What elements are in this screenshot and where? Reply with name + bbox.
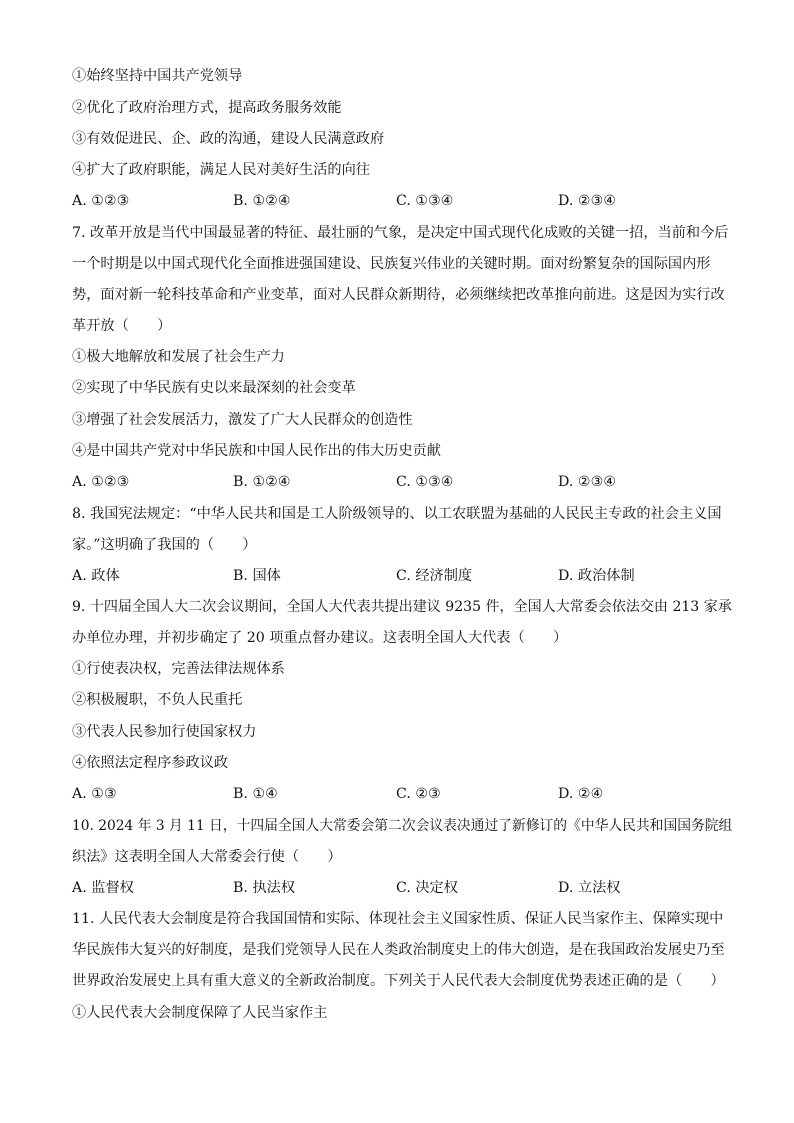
q9-statement-1: ①行使表决权，完善法律法规体系 [72,661,285,677]
q11-stem-line-1: 11. 人民代表大会制度是符合我国国情和实际、体现社会主义国家性质、保证人民当家作主、保障实现中 [72,911,724,927]
q9-statement-4: ④依照法定程序参政议政 [72,755,229,771]
q10-stem-line-2: 织法》这表明全国人大常委会行使（ ） [72,849,342,865]
q8-option-d: D. 政治体制 [558,568,635,584]
q6-option-d: D. ②③④ [558,193,617,209]
q6-statement-2: ②优化了政府治理方式，提高政务服务效能 [72,100,342,116]
q8-option-a: A. 政体 [72,568,120,584]
q10-option-c: C. 决定权 [396,880,458,896]
q7-option-a: A. ①②③ [72,474,130,490]
q7-stem-line-2: 一个时期是以中国式现代化全面推进强国建设、民族复兴伟业的关键时期。面对纷繁复杂的国际国内形 [72,256,711,272]
q11-stem-line-3: 世界政治发展史上具有重大意义的全新政治制度。下列关于人民代表大会制度优势表述正确的是（ ） [72,973,725,989]
q9-option-c: C. ②③ [396,786,441,802]
q6-statement-1: ①始终坚持中国共产党领导 [72,68,243,84]
q6-statement-4: ④扩大了政府职能，满足人民对美好生活的向往 [72,162,370,178]
q11-statement-1: ①人民代表大会制度保障了人民当家作主 [72,1005,328,1021]
q7-statement-4: ④是中国共产党对中华民族和中国人民作出的伟大历史贡献 [72,443,441,459]
q8-option-b: B. 国体 [233,568,281,584]
q8-stem-line-1: 8. 我国宪法规定：“中华人民共和国是工人阶级领导的、以工农联盟为基础的人民民主专政的社会主义国 [72,506,722,522]
q10-option-b: B. 执法权 [233,880,296,896]
q9-stem-line-2: 办单位办理，并初步确定了 20 项重点督办建议。这表明全国人大代表（ ） [72,630,568,646]
q6-option-b: B. ①②④ [233,193,291,209]
q7-option-d: D. ②③④ [558,474,617,490]
q7-stem-line-3: 势，面对新一轮科技革命和产业变革，面对人民群众新期待，必须继续把改革推向前进。这是因为实行改 [72,287,725,303]
q7-option-c: C. ①③④ [396,474,454,490]
q9-statement-3: ③代表人民参加行使国家权力 [72,724,257,740]
q9-statement-2: ②积极履职，不负人民重托 [72,692,243,708]
q10-stem-line-1: 10. 2024 年 3 月 11 日，十四届全国人大常委会第二次会议表决通过了新修订的《中华人民共和国国务院组 [72,818,733,834]
q7-stem-line-1: 7. 改革开放是当代中国最显著的特征、最壮丽的气象，是决定中国式现代化成败的关键一招，当前和今后 [72,225,729,241]
q7-stem-line-4: 革开放（ ） [72,318,172,334]
q10-option-a: A. 监督权 [72,880,134,896]
q8-stem-line-2: 家。”这明确了我国的（ ） [72,537,257,553]
q7-option-b: B. ①②④ [233,474,291,490]
q9-option-b: B. ①④ [233,786,278,802]
q9-stem-line-1: 9. 十四届全国人大二次会议期间，全国人大代表共提出建议 9235 件，全国人大常委会依法交由 213 家承 [72,599,732,615]
q6-statement-3: ③有效促进民、企、政的沟通，建设人民满意政府 [72,131,385,147]
q7-statement-1: ①极大地解放和发展了社会生产力 [72,349,285,365]
q8-option-c: C. 经济制度 [396,568,473,584]
q6-option-c: C. ①③④ [396,193,454,209]
q11-stem-line-2: 华民族伟大复兴的好制度，是我们党领导人民在人类政治制度史上的伟大创造，是在我国政治发展史乃至 [72,942,725,958]
q7-statement-3: ③增强了社会发展活力，激发了广大人民群众的创造性 [72,412,413,428]
q10-option-d: D. 立法权 [558,880,621,896]
q6-option-a: A. ①②③ [72,193,130,209]
q9-option-a: A. ①③ [72,786,117,802]
q9-option-d: D. ②④ [558,786,604,802]
q7-statement-2: ②实现了中华民族有史以来最深刻的社会变革 [72,380,356,396]
